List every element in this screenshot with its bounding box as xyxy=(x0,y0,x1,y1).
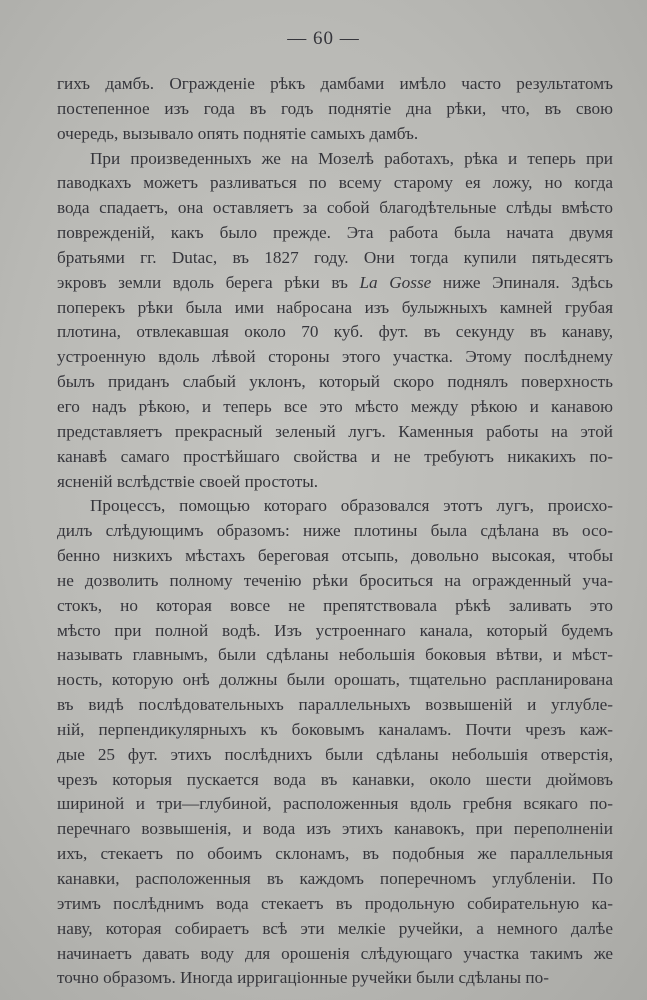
text-line: канавки, расположенныя въ каждомъ поперечномъ углубленіи. По xyxy=(57,869,613,888)
text-line: ясненій вслѣдствіе своей простоты. xyxy=(57,471,319,491)
paragraph xyxy=(57,494,613,991)
text-line: представляетъ прекрасный зеленый лугъ. Каменныя работы на этой xyxy=(57,421,613,441)
text-line: шириной и три—глубиной, расположенныя вдоль гребня всякаго по- xyxy=(57,794,613,814)
text-segment: экровъ земли вдоль берега рѣки въ xyxy=(57,272,360,292)
text-line: былъ приданъ слабый уклонъ, который скоро поднялъ поверхность xyxy=(57,372,613,392)
text-segment: ниже Эпиналя. Здѣсь xyxy=(431,272,613,292)
text-line: Процессъ, помощью котораго образовался этотъ лугъ, происхо- xyxy=(90,496,613,516)
text-line: постепенное изъ года въ годъ поднятіе дна рѣки, что, въ свою xyxy=(57,98,613,118)
text-line: дилъ слѣдующимъ образомъ: ниже плотины была сдѣлана въ осо- xyxy=(57,521,613,541)
text-line: въ видѣ послѣдовательныхъ параллельныхъ возвышеній и углубле- xyxy=(57,695,613,715)
italic-place-name: La Gosse xyxy=(359,272,432,292)
text-line xyxy=(57,271,613,296)
text-line: паводкахъ можетъ разливаться по всему старому ея ложу, но когда xyxy=(57,173,613,193)
text-line: его надъ рѣкою, и теперь все это мѣсто между рѣкою и канавою xyxy=(57,396,613,416)
text-line: вода спадаетъ, она оставляетъ за собой благодѣтельные слѣды вмѣсто xyxy=(57,198,613,218)
text-line: бенно низкихъ мѣстахъ береговая отсыпь, довольно высокая, чтобы xyxy=(57,546,613,566)
text-line: устроенную вдоль лѣвой стороны этого участка. Этому послѣднему xyxy=(57,347,613,367)
text-line: плотина, отвлекавшая около 70 куб. фут. въ секунду въ канаву, xyxy=(57,322,613,342)
text-line: очередь, вызывало опять поднятіе самыхъ дамбъ. xyxy=(57,123,419,143)
text-line: мѣсто при полной водѣ. Изъ устроеннаго канала, который будемъ xyxy=(57,620,613,640)
text-line: наву, которая собираетъ всѣ эти мелкіе ручейки, а немного далѣе xyxy=(57,918,613,938)
text-line: ній, перпендикулярныхъ къ боковымъ каналамъ. Почти чрезъ каж- xyxy=(57,719,613,739)
text-line: ихъ, стекаетъ по обоимъ склонамъ, въ подобныя же параллельныя xyxy=(57,844,613,864)
body-text xyxy=(57,72,613,991)
text-line: точно образомъ. Иногда ирригаціонные ручейки были сдѣланы по- xyxy=(57,968,549,988)
text-line: При произведенныхъ же на Мозелѣ работахъ, рѣка и теперь при xyxy=(90,148,613,168)
text-line: начинаетъ давать воду для орошенія слѣдующаго участка такимъ же xyxy=(57,943,613,963)
text-line: называть главнымъ, были сдѣланы небольшія боковыя вѣтви, и мѣст- xyxy=(57,645,613,665)
text-line: чрезъ которыя пускается вода въ канавки, около шести дюймовъ xyxy=(57,769,613,789)
text-line: этимъ послѣднимъ вода стекаетъ въ продольную собирательную ка- xyxy=(57,893,613,913)
text-line: стокъ, но которая вовсе не препятствовала рѣкѣ заливать это xyxy=(57,595,613,615)
text-line: братьями гг. Dutac, въ 1827 году. Они тогда купили пятьдесятъ xyxy=(57,247,613,267)
paragraph xyxy=(57,147,613,495)
text-line: канавѣ самаго простѣйшаго свойства и не требуютъ никакихъ по- xyxy=(57,446,613,466)
text-line: дые 25 фут. этихъ послѣднихъ были сдѣланы небольшія отверстія, xyxy=(57,744,613,764)
text-line: ность, которую онѣ должны были орошать, тщательно распланирована xyxy=(57,670,613,690)
page-number: — 60 — xyxy=(287,28,360,49)
text-line: не дозволить полному теченію рѣки броситься на огражденный уча- xyxy=(57,570,613,590)
text-line: поврежденій, какъ было прежде. Эта работа была начата двумя xyxy=(57,223,613,243)
text-line: поперекъ рѣки была ими набросана изъ булыжныхъ камней грубая xyxy=(57,297,613,317)
text-line: гихъ дамбъ. Огражденіе рѣкъ дамбами имѣло часто результатомъ xyxy=(57,74,613,93)
paragraph xyxy=(57,72,613,147)
text-line: перечнаго возвышенія, и вода изъ этихъ канавокъ, при переполненіи xyxy=(57,819,613,839)
